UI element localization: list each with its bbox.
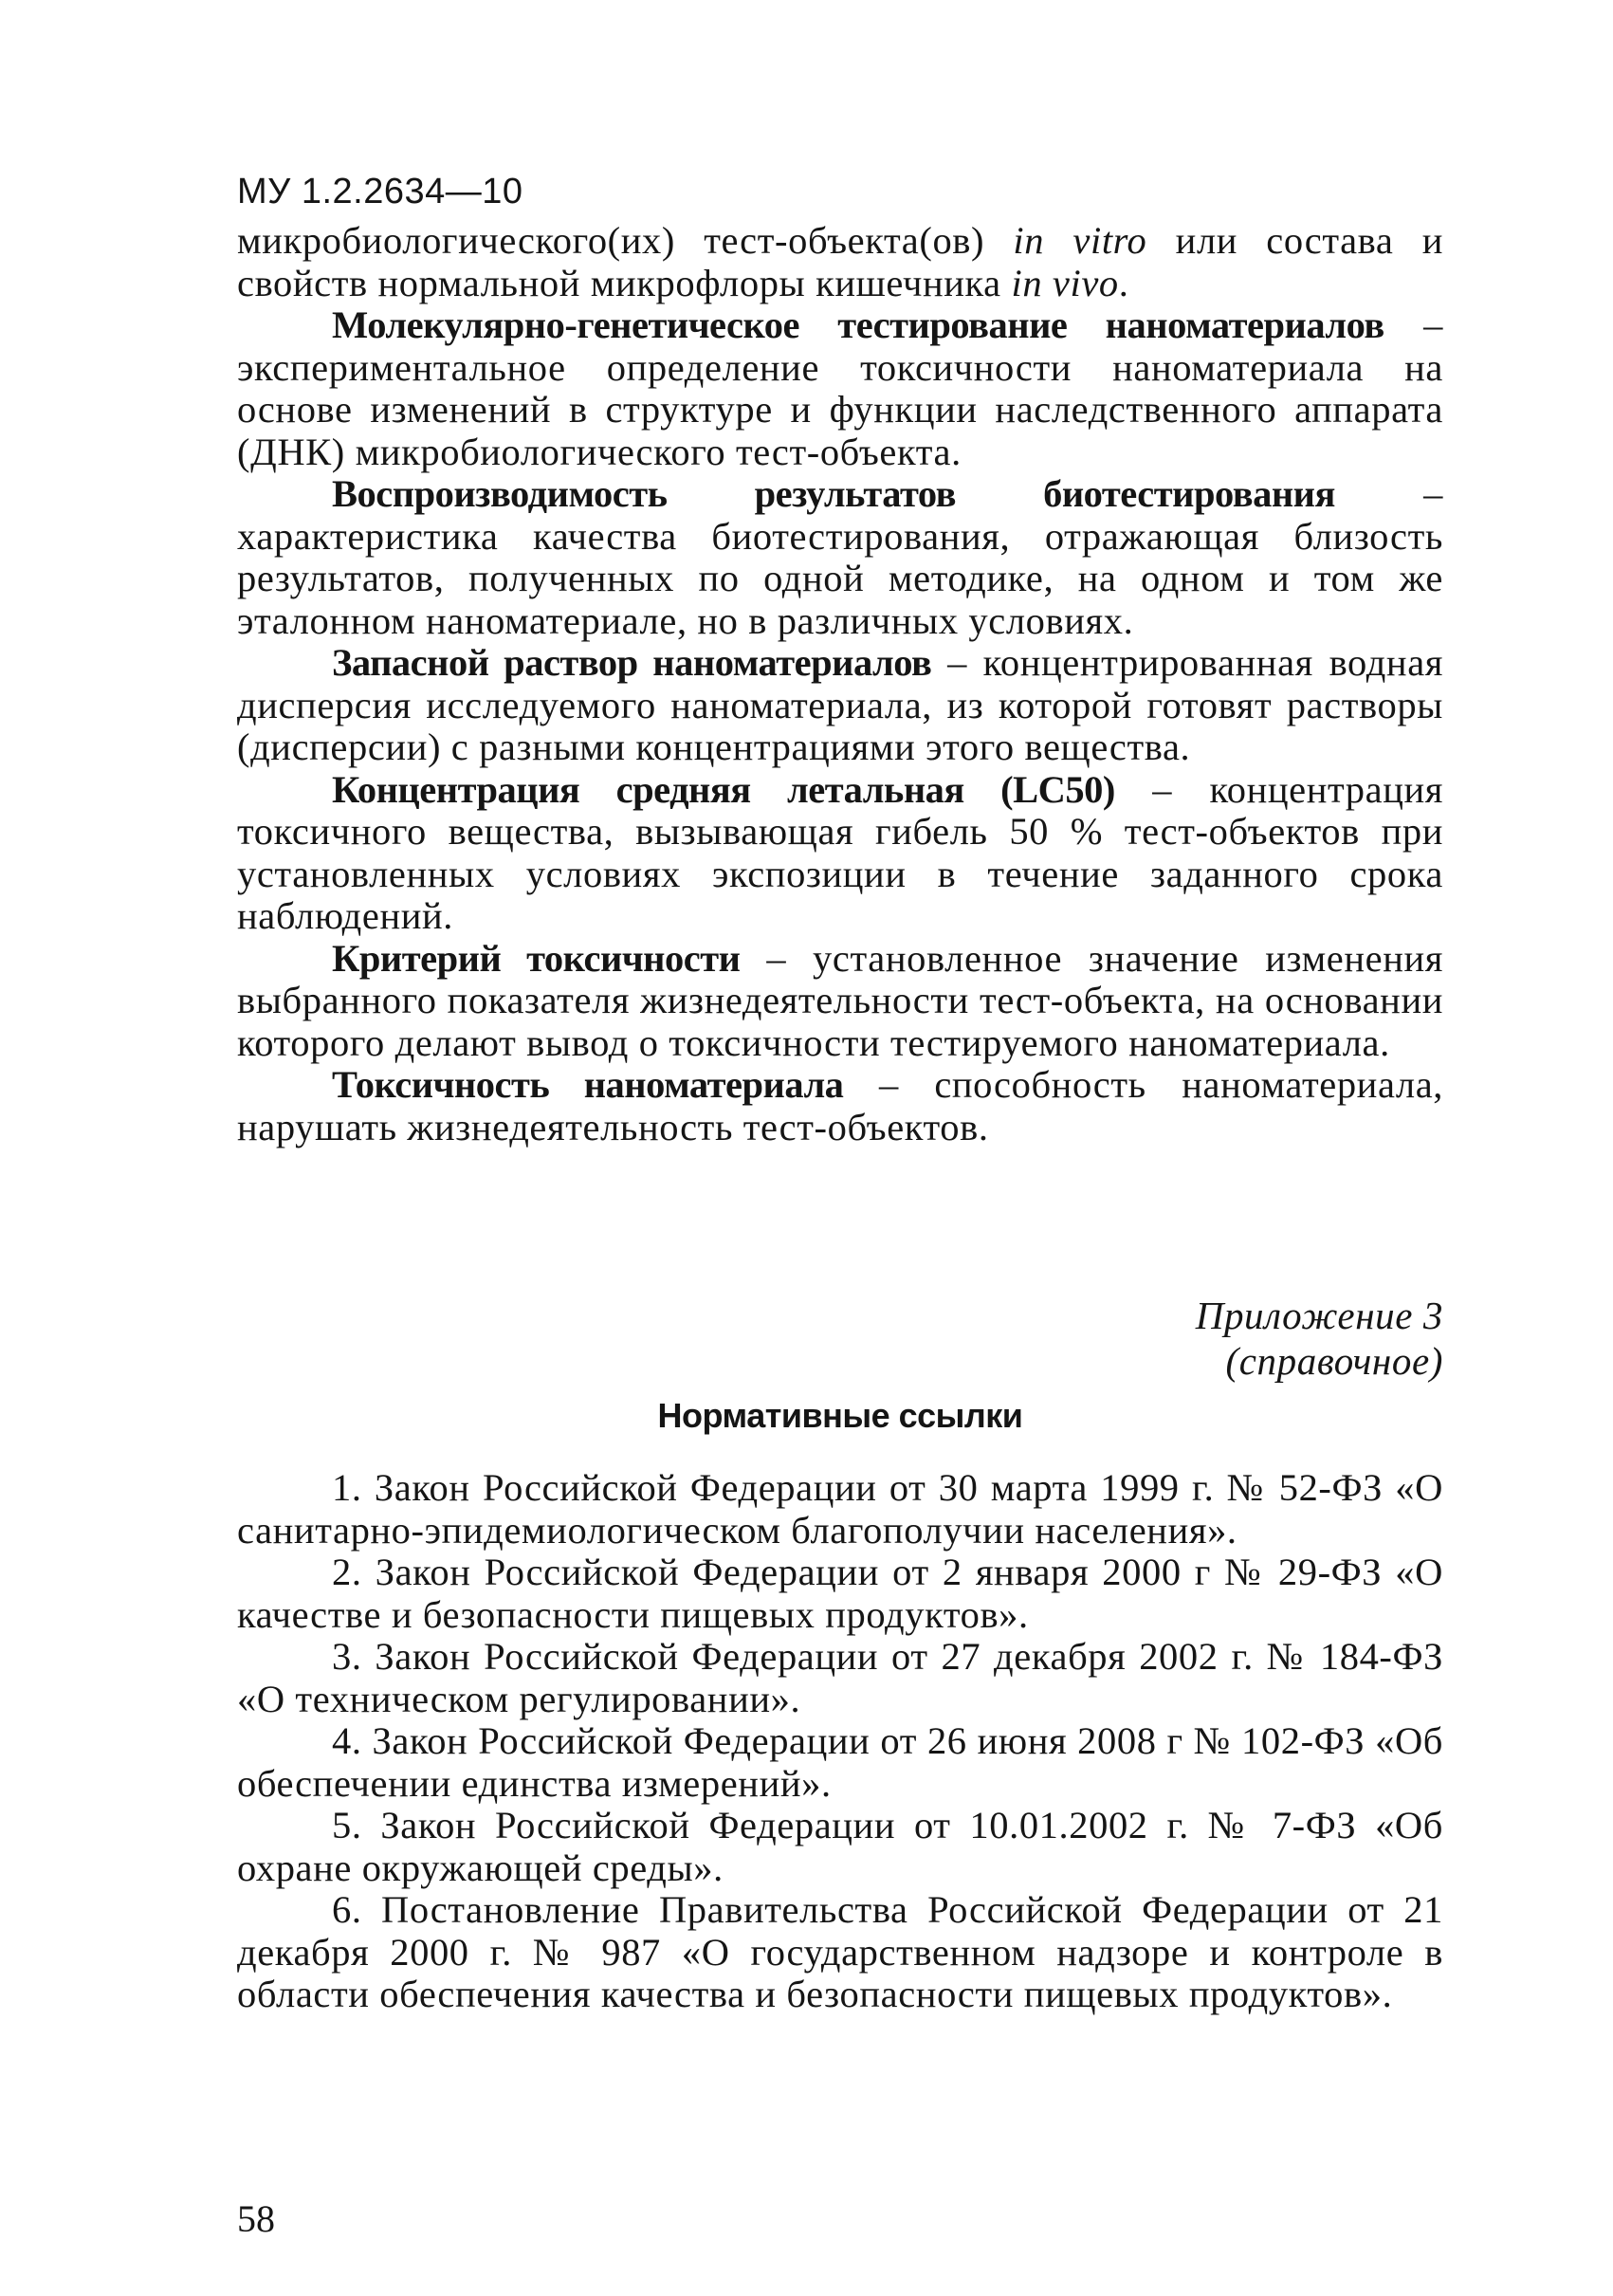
reference-item: 4. Закон Российской Федерации от 26 июня 2008 г № 102-ФЗ «Об обеспечении единства измерений». bbox=[237, 1719, 1443, 1805]
definition-text: – концентрированная водная дисперсия исследуемого наноматериала, из которой готовят растворы (дисперсии) с разными концентрациями этого вещества. bbox=[237, 641, 1444, 768]
definition-paragraph bbox=[237, 304, 1443, 473]
appendix-subtitle: (справочное) bbox=[1225, 1339, 1443, 1383]
document-code: МУ 1.2.2634—10 bbox=[237, 172, 523, 211]
in-vitro-term: in vitro bbox=[1013, 219, 1147, 262]
continuation-text-start: микробиологического(их) тест-объекта(ов) bbox=[237, 219, 1014, 262]
definition-paragraph bbox=[237, 642, 1443, 769]
page-number: 58 bbox=[237, 2197, 275, 2240]
definition-term: Концентрация средняя летальная (LC50) bbox=[332, 767, 1115, 811]
reference-item: 2. Закон Российской Федерации от 2 января 2000 г № 29-ФЗ «О качестве и безопасности пищевых продуктов». bbox=[237, 1551, 1443, 1636]
reference-item: 5. Закон Российской Федерации от 10.01.2002 г. № 7-ФЗ «Об охране окружающей среды». bbox=[237, 1804, 1443, 1889]
definition-term: Воспроизводимость результатов биотестирования bbox=[332, 472, 1335, 515]
definition-term: Токсичность наноматериала bbox=[332, 1063, 844, 1106]
definition-text: – установленное значение изменения выбранного показателя жизнедеятельности тест-объекта, на основании которого делают вывод о токсичности тестируемого наноматериала. bbox=[237, 936, 1444, 1064]
definition-paragraph bbox=[237, 938, 1443, 1065]
definition-text: – способность наноматериала, нарушать жизнедеятельность тест-объектов. bbox=[237, 1063, 1443, 1148]
continuation-text-middle: или состава и свойств нормальной микрофлоры кишечника bbox=[237, 219, 1444, 304]
definition-text: – экспериментальное определение токсичности наноматериала на основе изменений в структуре и функции наследственного аппарата (ДНК) микробиологического тест-объекта. bbox=[237, 303, 1443, 473]
definition-term: Запасной раствор наноматериалов bbox=[332, 641, 932, 684]
definition-text: – концентрация токсичного вещества, вызывающая гибель 50 % тест-объектов при установленных условиях экспозиции в течение заданного срока наблюдений. bbox=[237, 767, 1443, 937]
continuation-text-end: . bbox=[1118, 261, 1129, 304]
definition-continuation bbox=[237, 220, 1443, 304]
in-vivo-term: in vivo bbox=[1011, 261, 1119, 304]
appendix-label bbox=[237, 1293, 1443, 1384]
references-heading: Нормативные ссылки bbox=[657, 1396, 1023, 1435]
definition-text: – характеристика качества биотестирования, отражающая близость результатов, полученных по одной методике, на одном и том же эталонном наноматериале, но в различных условиях. bbox=[237, 472, 1443, 642]
definition-paragraph bbox=[237, 769, 1443, 938]
definition-paragraph bbox=[237, 1064, 1443, 1148]
definition-term: Молекулярно-генетическое тестирование наноматериалов bbox=[332, 303, 1384, 346]
definition-paragraph bbox=[237, 473, 1443, 642]
reference-item: 3. Закон Российской Федерации от 27 декабря 2002 г. № 184-ФЗ «О техническом регулировании». bbox=[237, 1635, 1443, 1720]
reference-item: 6. Постановление Правительства Российской Федерации от 21 декабря 2000 г. № 987 «О государственном надзоре и контроле в области обеспечения качества и безопасности пищевых продуктов». bbox=[237, 1888, 1443, 2015]
reference-item: 1. Закон Российской Федерации от 30 марта 1999 г. № 52-ФЗ «О санитарно-эпидемиологическом благополучии населения». bbox=[237, 1466, 1443, 1552]
appendix-title: Приложение 3 bbox=[1195, 1294, 1443, 1337]
document-page bbox=[237, 171, 1443, 2016]
definition-term: Критерий токсичности bbox=[332, 936, 741, 980]
